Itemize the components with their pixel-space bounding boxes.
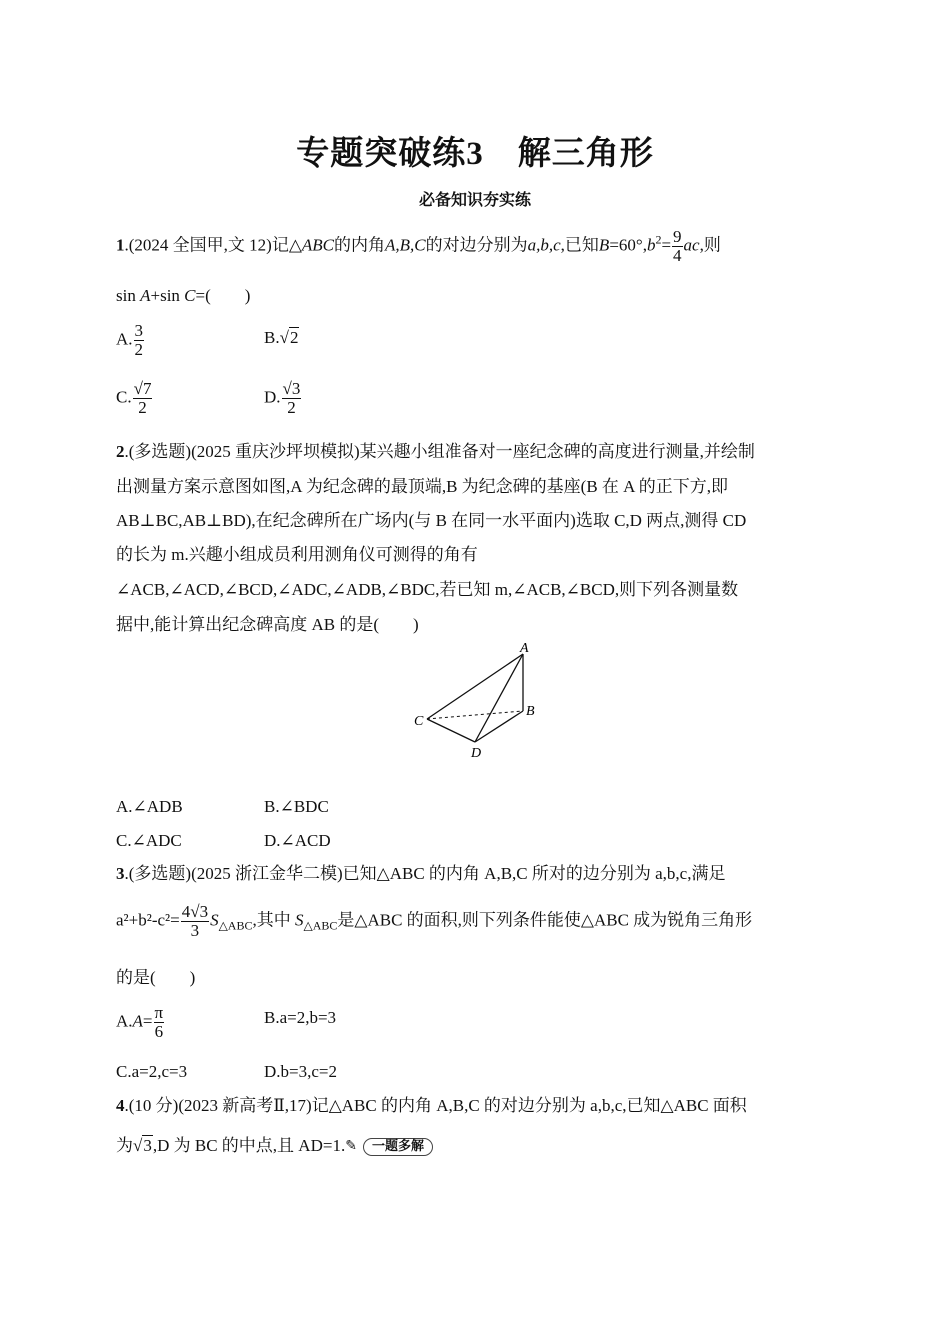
q1-equals: = — [661, 235, 672, 255]
q1-ac: ac — [683, 235, 700, 255]
area-symbol: S — [294, 910, 304, 930]
frac-den: 6 — [154, 1021, 164, 1041]
option-label: D. — [264, 387, 281, 407]
q1-option-a[interactable] — [116, 322, 145, 359]
radicand: 3 — [199, 902, 209, 921]
q1-blank: =( ) — [195, 286, 251, 305]
radicand: 2 — [289, 328, 299, 347]
label-d: D — [471, 746, 482, 761]
q2-line1 — [116, 442, 755, 462]
q1-frac-den: 4 — [673, 245, 682, 265]
q3-line3: 的是( ) — [116, 968, 196, 987]
q3-opt-a-fraction — [154, 1004, 165, 1041]
q2-line2: 出测量方案示意图如图,A 为纪念碑的最顶端,B 为纪念碑的基座(B 在 A 的正下方,即 — [116, 477, 729, 496]
var: A — [132, 1011, 143, 1031]
q2-line5: ∠ACB,∠ACD,∠BCD,∠ADC,∠ADB,∠BDC,若已知 m,∠ACB,∠BCD,则下列各测量数 — [116, 580, 739, 599]
q1-line2 — [116, 286, 250, 306]
q4-text: .(10 分)(2023 新高考Ⅱ,17)记△ABC 的内角 A,B,C 的对边分别为 a,b,c,已知△ABC 面积 — [124, 1096, 747, 1115]
q3-option-b[interactable]: B.a=2,b=3 — [264, 1008, 337, 1027]
q4-line1 — [116, 1096, 747, 1116]
option-label: A. — [116, 329, 133, 349]
equals: = — [142, 1011, 153, 1031]
q1-opt-d-fraction — [282, 380, 302, 417]
area-symbol: S — [210, 910, 219, 930]
q2-option-a[interactable]: A.∠ADB — [116, 797, 183, 816]
multi-solution-badge: 一题多解 — [363, 1138, 433, 1156]
q3-option-a[interactable] — [116, 1004, 165, 1041]
q3-equation-lhs: a²+b²-c²= — [116, 910, 180, 930]
q3-line2 — [116, 903, 752, 940]
q4-number: 4 — [116, 1096, 125, 1115]
frac-num: √3 — [282, 379, 301, 398]
label-a: A — [520, 641, 529, 656]
frac-num: π — [154, 1003, 164, 1022]
q1-angles: A,B,C — [385, 235, 426, 255]
q3-text: ,其中 — [252, 910, 295, 930]
q2-option-d[interactable]: D.∠ACD — [264, 831, 331, 850]
q1-line1 — [116, 228, 721, 265]
option-label: B. — [264, 328, 280, 347]
q2-number: 2 — [116, 442, 125, 461]
q1-number: 1 — [116, 235, 125, 255]
q1-angle-b: B — [598, 235, 610, 255]
q2-line4: 的长为 m.兴趣小组成员利用测角仪可测得的角有 — [116, 545, 478, 564]
q2-figure — [405, 638, 545, 766]
q2-line3: AB⊥BC,AB⊥BD),在纪念碑所在广场内(与 B 在同一水平面内)选取 C,D 两点,测得 CD — [116, 511, 747, 530]
radicand: 3 — [291, 379, 301, 398]
q1-sin: sin — [116, 286, 141, 305]
q3-text: 是△ABC 的面积,则下列条件能使△ABC 成为锐角三角形 — [337, 910, 753, 930]
q3-fraction — [181, 903, 209, 940]
edge-ac — [427, 654, 523, 719]
q1-source: .(2024 全国甲,文 12) — [124, 235, 272, 255]
q1-exponent: 2 — [655, 232, 662, 247]
q1-opt-a-fraction — [134, 322, 145, 359]
q4-text: 为 — [116, 1136, 133, 1155]
q1-sides: a,b,c — [527, 235, 561, 255]
frac-den: 2 — [287, 397, 296, 417]
q1-opt-c-fraction — [133, 380, 153, 417]
q2-option-c[interactable]: C.∠ADC — [116, 831, 182, 850]
q2-option-b[interactable]: B.∠BDC — [264, 797, 329, 816]
q1-text: 的内角 — [334, 235, 386, 255]
edge-cd — [427, 719, 475, 742]
frac-den: 3 — [190, 920, 200, 940]
frac-num: 3 — [134, 321, 144, 340]
q2-line6: 据中,能计算出纪念碑高度 AB 的是( ) — [116, 615, 419, 634]
pencil-icon: ✎ — [345, 1138, 357, 1154]
q1-option-d[interactable] — [264, 380, 302, 417]
q1-side-b: b — [646, 235, 656, 255]
q1-frac-num: 9 — [673, 227, 682, 246]
sqrt: √2 — [279, 328, 299, 347]
frac-den: 2 — [134, 339, 144, 359]
edge-cb-hidden — [427, 711, 523, 719]
q3-option-c[interactable]: C.a=2,c=3 — [116, 1062, 188, 1081]
frac-num: √7 — [133, 379, 152, 398]
option-label: A. — [116, 1011, 133, 1031]
q1-option-c[interactable] — [116, 380, 153, 417]
q3-text: .(多选题)(2025 浙江金华二模)已知△ABC 的内角 A,B,C 所对的边分别为 a,b,c,满足 — [124, 864, 726, 883]
q4-line2 — [116, 1136, 433, 1156]
frac-num: 4√3 — [181, 902, 209, 921]
coef: 4 — [181, 902, 191, 921]
radicand: 7 — [142, 379, 152, 398]
q1-var-c: C — [184, 286, 196, 305]
edge-ad — [475, 654, 523, 742]
q1-angle-value: =60°, — [609, 235, 647, 255]
area-subscript: △ABC — [218, 918, 253, 933]
area-subscript: △ABC — [303, 918, 338, 933]
page-title: 专题突破练3 解三角形 — [296, 136, 654, 172]
label-c: C — [414, 714, 424, 729]
q1-fraction — [672, 228, 683, 265]
radicand: 3 — [143, 1136, 152, 1155]
edge-db — [475, 711, 523, 742]
q1-text: 的对边分别为 — [425, 235, 528, 255]
q1-var-a: A — [140, 286, 151, 305]
q1-sin: +sin — [150, 286, 185, 305]
section-subtitle: 必备知识夯实练 — [418, 190, 531, 209]
frac-den: 2 — [138, 397, 147, 417]
option-label: C. — [116, 387, 132, 407]
q1-option-b[interactable] — [264, 328, 299, 348]
q2-text: .(多选题)(2025 重庆沙坪坝模拟)某兴趣小组准备对一座纪念碑的高度进行测量,并绘制 — [124, 442, 755, 461]
q1-text: 记△ — [271, 235, 302, 255]
q3-option-d[interactable]: D.b=3,c=2 — [264, 1062, 337, 1081]
q1-triangle: ABC — [301, 235, 335, 255]
q1-tail: ,则 — [699, 235, 721, 255]
q3-number: 3 — [116, 864, 125, 883]
q3-line1 — [116, 864, 725, 884]
q4-text: ,D 为 BC 的中点,且 AD=1. — [152, 1136, 346, 1155]
q1-text: ,已知 — [560, 235, 599, 255]
label-b: B — [526, 704, 535, 719]
sqrt: √3 — [133, 1136, 152, 1155]
